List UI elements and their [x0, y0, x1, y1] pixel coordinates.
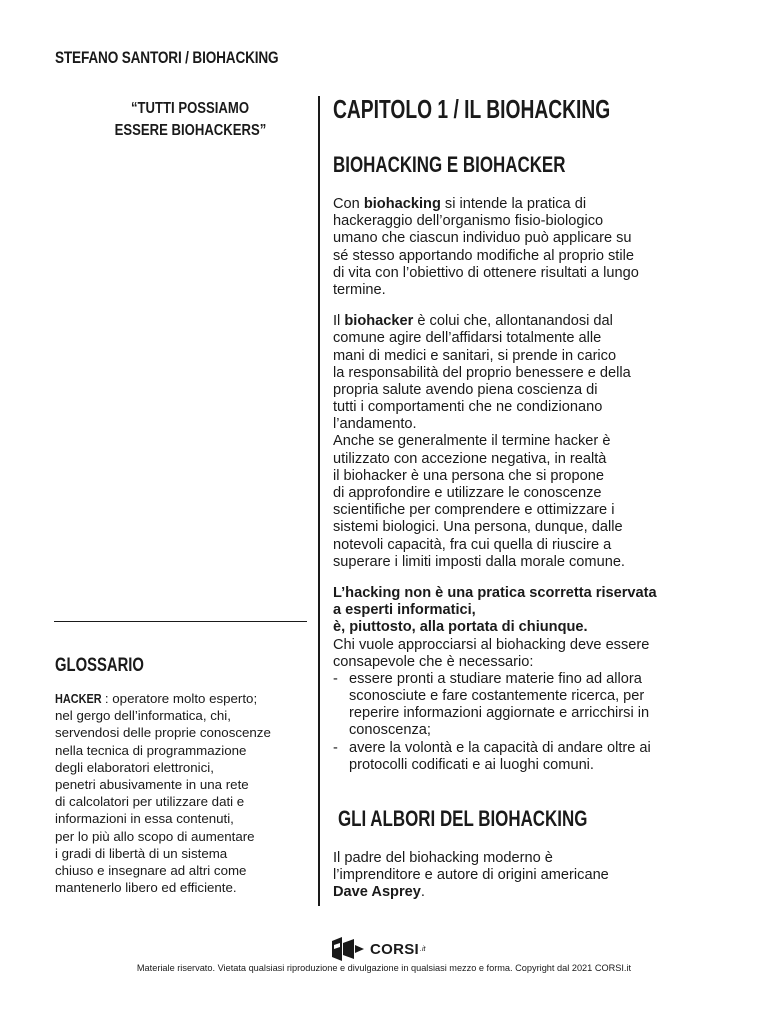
glossary-term: HACKER: [55, 691, 102, 706]
glossary-line: chiuso e insegnare ad altri come: [55, 863, 247, 879]
logo-suffix: .it: [420, 945, 426, 953]
glossary-line: informazioni in essa contenuti,: [55, 811, 234, 827]
glossary-entry: [55, 690, 311, 896]
glossary-line: per lo più allo scopo di aumentare: [55, 828, 255, 844]
paragraph-line: tutti i comportamenti che ne condizionano: [333, 399, 603, 416]
glossary-line: mantenerlo libero ed efficiente.: [55, 880, 237, 896]
paragraph-line: hackeraggio dell’organismo fisio-biologico: [333, 213, 604, 230]
chapter-title: CAPITOLO 1 / IL BIOHACKING: [333, 94, 611, 124]
column-divider: [318, 96, 320, 906]
paragraph-line: umano che ciascun individuo può applicare su: [333, 230, 632, 247]
paragraph: [333, 313, 723, 571]
list-item-continuation: reperire informazioni aggiornate e arricchirsi in: [349, 705, 650, 722]
paragraph-line: Con biohacking si intende la pratica di: [333, 196, 587, 212]
glossary-line: i gradi di libertà di un sistema: [55, 845, 228, 861]
highlight-line: a esperti informatici,: [333, 602, 476, 619]
highlight-statement: [333, 585, 723, 637]
glossary-divider: [54, 621, 307, 622]
running-header: STEFANO SANTORI / BIOHACKING: [55, 48, 279, 67]
person-name: Dave Asprey: [333, 884, 421, 901]
paragraph-line: il biohacker è una persona che si propone: [333, 467, 604, 484]
paragraph-line: Anche se generalmente il termine hacker è: [333, 433, 611, 450]
glossary-line: servendosi delle proprie conoscenze: [55, 725, 271, 741]
paragraph-line: propria salute avendo piena coscienza di: [333, 381, 598, 398]
list-item: - essere pronti a studiare materie fino ad allora: [333, 670, 642, 687]
paragraph: [333, 196, 723, 299]
list-item: - avere la volontà e la capacità di andare oltre ai: [333, 739, 651, 756]
section-body: Il padre del biohacking moderno è l’imprenditore e autore di origini americane Dave Asprey.: [333, 850, 723, 902]
list-item-continuation: protocolli codificati e ai luoghi comuni.: [349, 756, 594, 773]
section-title: BIOHACKING E BIOHACKER: [333, 152, 566, 177]
paragraph-line: sé stesso apportando modifiche al proprio stile: [333, 247, 634, 264]
glossary-title: GLOSSARIO: [55, 655, 144, 676]
paragraph-line: scientifiche per comprendere e ottimizzare i: [333, 502, 615, 519]
paragraph-line: utilizzato con accezione negativa, in realtà: [333, 450, 607, 467]
glossary-line: di calcolatori per utilizzare dati e: [55, 794, 245, 810]
corsi-logo: [330, 934, 425, 964]
intro-line: Chi vuole approcciarsi al biohacking deve essere: [333, 636, 650, 653]
paragraph-line: sistemi biologici. Una persona, dunque, dalle: [333, 519, 623, 536]
list-item-continuation: sconosciute e fare costantemente ricerca, per: [349, 688, 645, 705]
bullet-list: [333, 671, 723, 774]
paragraph-line: superare i limiti imposti dalla morale comune.: [333, 553, 625, 570]
quote-line-2: ESSERE BIOHACKERS”: [114, 122, 266, 139]
paragraph-line: Il biohacker è colui che, allontanandosi dal: [333, 313, 613, 330]
section-title: GLI ALBORI DEL BIOHACKING: [338, 806, 588, 831]
bold-term: biohacker: [344, 313, 414, 330]
paragraph-line: di vita con l’obiettivo di ottenere risultati a lungo: [333, 264, 639, 281]
glossary-line: nel gergo dell’informatica, chi,: [55, 708, 231, 724]
pull-quote: [70, 98, 310, 142]
paragraph-line: di approfondire e utilizzare le conoscenze: [333, 485, 602, 501]
paragraph-line: la responsabilità del proprio benessere e della: [333, 364, 631, 381]
glossary-line: degli elaboratori elettronici,: [55, 759, 214, 775]
paragraph-line: Il padre del biohacking moderno è: [333, 850, 553, 866]
paragraph-line: termine.: [333, 281, 386, 298]
paragraph-line: l’andamento.: [333, 416, 417, 433]
copyright-footer: Materiale riservato. Vietata qualsiasi riproduzione e divulgazione in qualsiasi mezzo e forma. Copyright dal 2021 CORSI.it: [136, 963, 632, 973]
corsi-logo-icon: [330, 935, 366, 963]
glossary-line: nella tecnica di programmazione: [55, 742, 247, 758]
highlight-line: L’hacking non è una pratica scorretta riservata: [333, 584, 657, 601]
paragraph-line: notevoli capacità, fra cui quella di riuscire a: [333, 536, 612, 553]
list-item-continuation: conoscenza;: [349, 722, 431, 739]
paragraph-line: mani di medici e sanitari, si prende in carico: [333, 347, 617, 364]
glossary-line: : operatore molto esperto;: [104, 691, 258, 706]
highlight-line: è, piuttosto, alla portata di chiunque.: [333, 619, 588, 636]
glossary-line: penetri abusivamente in una rete: [55, 777, 249, 793]
quote-line-1: “TUTTI POSSIAMO: [130, 100, 250, 117]
intro-line: consapevole che è necessario:: [333, 653, 534, 670]
section-body: [333, 196, 723, 774]
paragraph-line: comune agire dell’affidarsi totalmente alle: [333, 330, 602, 347]
paragraph-line: l’imprenditore e autore di origini americane: [333, 867, 609, 884]
bold-term: biohacking: [363, 196, 441, 212]
logo-text: CORSI: [370, 940, 420, 958]
